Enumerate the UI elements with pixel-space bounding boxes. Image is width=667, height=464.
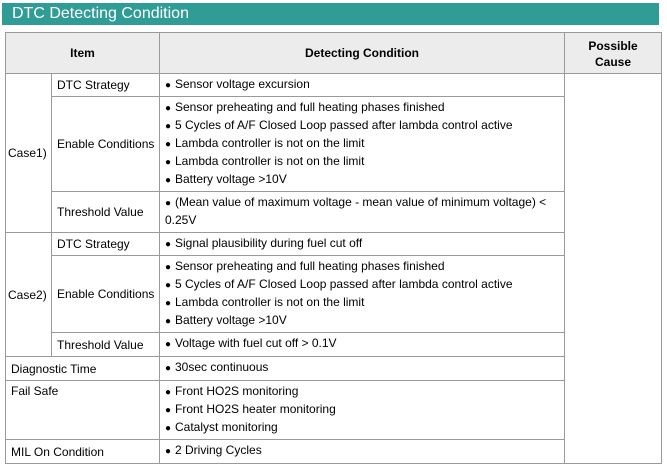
bullet-icon: ● (165, 316, 172, 327)
list-item: ● Lambda controller is not on the limit (165, 294, 560, 312)
bullet-icon: ● (165, 363, 172, 374)
case1-enable-row (6, 97, 662, 192)
list-item: ● 30sec continuous (165, 359, 560, 377)
list-item: ● 2 Driving Cycles (165, 442, 560, 460)
dtc-condition-table (5, 32, 662, 464)
case2-enable-row (6, 256, 662, 333)
bullet-icon: ● (165, 139, 172, 150)
case2-threshold-label: Threshold Value (52, 333, 160, 357)
bullet-icon: ● (165, 446, 172, 457)
bullet-icon: ● (165, 298, 172, 309)
mil-row (6, 440, 662, 464)
header-cause: Possible Cause (565, 33, 662, 74)
list-item: ● Sensor preheating and full heating phases finished (165, 99, 560, 117)
bullet-icon: ● (165, 198, 172, 209)
bullet-icon: ● (165, 262, 172, 273)
case1-enable-value (160, 97, 565, 192)
case1-threshold-label: Threshold Value (52, 192, 160, 233)
bullet-icon: ● (165, 157, 172, 168)
diagnostic-time-label: Diagnostic Time (6, 357, 160, 381)
bullet-icon: ● (165, 80, 172, 91)
header-condition: Detecting Condition (160, 33, 565, 74)
case1-dtc-value (160, 74, 565, 97)
diagnostic-time-row (6, 357, 662, 381)
list-item: ● Battery voltage >10V (165, 171, 560, 189)
list-item: ● Lambda controller is not on the limit (165, 153, 560, 171)
bullet-icon: ● (165, 175, 172, 186)
list-item: ● Voltage with fuel cut off > 0.1V (165, 335, 560, 353)
case2-threshold-value (160, 333, 565, 357)
list-item: ● Catalyst monitoring (165, 419, 560, 437)
case1-threshold-value (160, 192, 565, 233)
list-item: ● Front HO2S monitoring (165, 383, 560, 401)
list-item: ● 5 Cycles of A/F Closed Loop passed after lambda control active (165, 276, 560, 294)
header-row (6, 33, 662, 74)
list-item: ● Lambda controller is not on the limit (165, 135, 560, 153)
list-item: ● Signal plausibility during fuel cut off (165, 235, 560, 253)
possible-cause-cell (565, 74, 662, 464)
title-tab-edge (659, 3, 663, 25)
bullet-icon: ● (165, 423, 172, 434)
case2-enable-value (160, 256, 565, 333)
fail-safe-label: Fail Safe (6, 381, 160, 440)
bullet-icon: ● (165, 280, 172, 291)
fail-safe-row (6, 381, 662, 440)
case1-dtc-label: DTC Strategy (52, 74, 160, 97)
section-title-bar (2, 3, 662, 25)
bullet-icon: ● (165, 387, 172, 398)
case2-enable-label: Enable Conditions (52, 256, 160, 333)
list-item: ● Sensor voltage excursion (165, 76, 560, 94)
section-title: DTC Detecting Condition (12, 5, 189, 22)
case1-threshold-row (6, 192, 662, 233)
fail-safe-value (160, 381, 565, 440)
bullet-icon: ● (165, 339, 172, 350)
header-item: Item (6, 33, 160, 74)
case2-dtc-row (6, 233, 662, 256)
case2-dtc-label: DTC Strategy (52, 233, 160, 256)
list-item: ● 5 Cycles of A/F Closed Loop passed after lambda control active (165, 117, 560, 135)
case2-dtc-value (160, 233, 565, 256)
case1-dtc-row (6, 74, 662, 97)
mil-value (160, 440, 565, 464)
diagnostic-time-value (160, 357, 565, 381)
list-item: ● (Mean value of maximum voltage - mean value of minimum voltage) < 0.25V (165, 195, 547, 227)
mil-label: MIL On Condition (6, 440, 160, 464)
list-item: ● Front HO2S heater monitoring (165, 401, 560, 419)
bullet-icon: ● (165, 405, 172, 416)
case1-enable-label: Enable Conditions (52, 97, 160, 192)
bullet-icon: ● (165, 103, 172, 114)
case2-label: Case2) (6, 233, 52, 357)
bullet-icon: ● (165, 239, 172, 250)
list-item: ● Sensor preheating and full heating phases finished (165, 258, 560, 276)
case1-label: Case1) (6, 74, 52, 233)
list-item: ● Battery voltage >10V (165, 312, 560, 330)
bullet-icon: ● (165, 121, 172, 132)
case2-threshold-row (6, 333, 662, 357)
